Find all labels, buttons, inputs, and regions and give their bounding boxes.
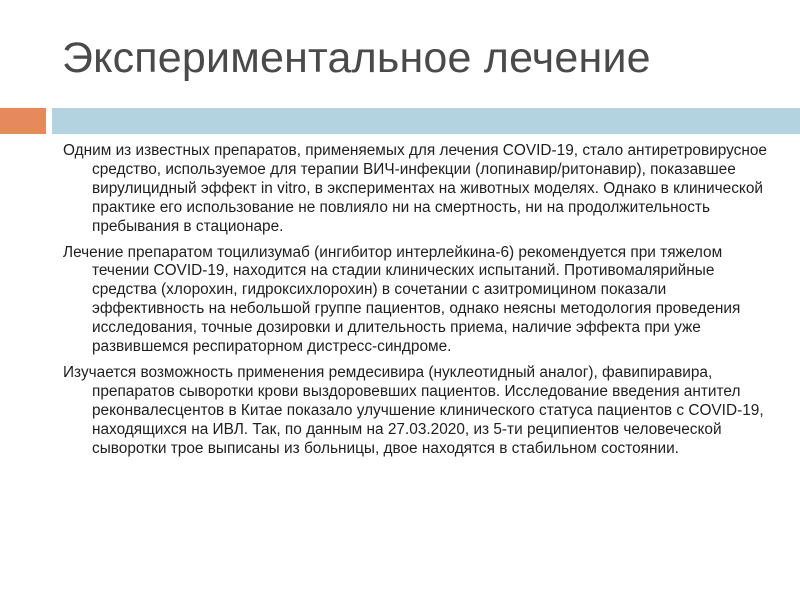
- slide-body: [63, 142, 779, 459]
- accent-square: [0, 108, 46, 134]
- title-divider-bar: [52, 108, 800, 134]
- slide-title: Экспериментальное лечение: [62, 34, 651, 82]
- paragraph-remdesivir: Изучается возможность применения ремдесивира (нуклеотидный аналог), фавипиравира, препаратов сыворотки крови выздоровевших пациентов. Исследование введения антител реконвалесцентов в Китае показало улучшение клинического статуса пациентов с COVID-19, находящихся на ИВЛ. Так, по данным на 27.03.2020, из 5-ти реципиентов человеческой сыворотки трое выписаны из больницы, двое находятся в стабильном состоянии.: [63, 363, 764, 457]
- paragraph-tocilizumab: Лечение препаратом тоцилизумаб (ингибитор интерлейкина-6) рекомендуется при тяжелом течении COVID-19, находится на стадии клинических испытаний. Противомалярийные средства (хлорохин, гидроксихлорохин) в сочетании с азитромицином показали эффективность на небольшой группе пациентов, однако неясны методология проведения исследования, точные дозировки и длительность приема, наличие эффекта при уже развившемся респираторном дистресс-синдроме.: [63, 243, 741, 356]
- paragraph-lopinavir: Одним из известных препаратов, применяемых для лечения COVID-19, стало антиретровирусное средство, используемое для терапии ВИЧ-инфекции (лопинавир/ритонавир), показавшее вирулицидный эффект in vitro, в экспериментах на животных моделях. Однако в клинической практике его использование не повлияло ни на смертность, ни на продолжительность пребывания в стационаре.: [63, 142, 767, 235]
